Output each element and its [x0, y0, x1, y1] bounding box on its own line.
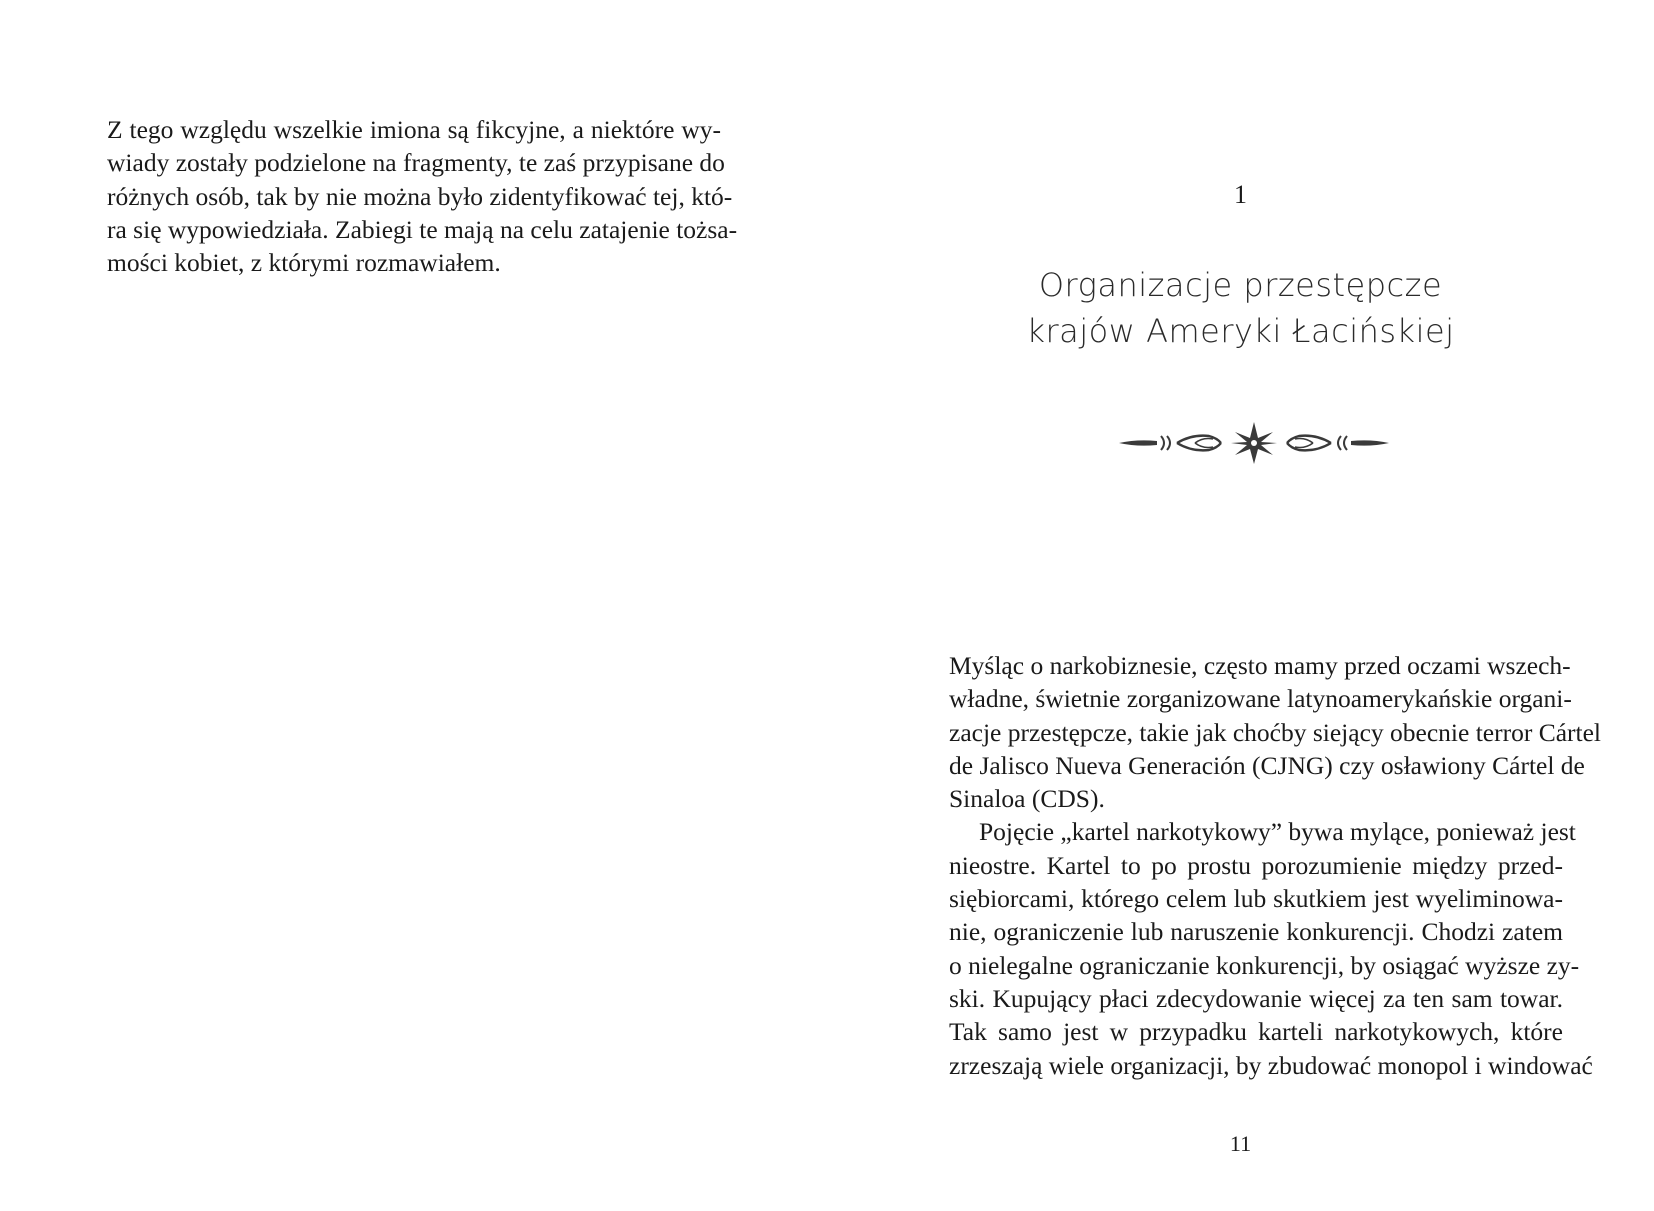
chapter-body [949, 649, 1602, 1082]
text-line: Myśląc o narkobiznesie, często mamy przed oczami wszech- [949, 651, 1571, 680]
text-line: różnych osób, tak by nie można było zidentyfikować tej, któ- [107, 181, 733, 211]
chapter-number: 1 [1234, 180, 1247, 209]
text-line: Sinaloa (CDS). [949, 784, 1105, 814]
right-page [827, 0, 1654, 1211]
text-line: ski. Kupujący płaci zdecydowanie więcej za ten sam towar. [949, 983, 1563, 1013]
chapter-title-line: krajów Ameryki Łacińskiej [1026, 312, 1455, 350]
text-line: mości kobiet, z którymi rozmawiałem. [107, 248, 501, 278]
text-line: Z tego względu wszelkie imiona są fikcyjne, a niektóre wy- [107, 115, 721, 144]
text-line: władne, świetnie zorganizowane latynoamerykańskie organi- [949, 684, 1572, 714]
text-line: ra się wypowiedziała. Zabiegi te mają na celu zatajenie tożsa- [107, 214, 738, 244]
text-line: wiady zostały podzielone na fragmenty, te zaś przypisane do [107, 148, 725, 178]
text-line: zacje przestępcze, takie jak choćby siejący obecnie terror Cártel [949, 717, 1602, 747]
text-line: o nielegalne ograniczanie konkurencji, by osiągać wyższe zy- [949, 950, 1580, 980]
chapter-title-line: Organizacje przestępcze [1038, 266, 1443, 304]
text-line: nie, ograniczenie lub naruszenie konkurencji. Chodzi zatem [949, 917, 1563, 947]
chapter-title [827, 262, 1654, 354]
text-line: Tak samo jest w przypadku karteli narkotykowych, które [949, 1017, 1563, 1047]
left-page-paragraph [107, 113, 738, 279]
text-line: zrzeszają wiele organizacji, by zbudować monopol i windować [949, 1050, 1593, 1080]
text-line: Pojęcie „kartel narkotykowy” bywa mylące, ponieważ jest [979, 817, 1576, 847]
text-line: nieostre. Kartel to po prostu porozumienie między przed- [949, 850, 1563, 880]
text-line: siębiorcami, którego celem lub skutkiem jest wyeliminowa- [949, 884, 1563, 914]
page-number: 11 [1229, 1131, 1252, 1156]
decorative-flourish-icon [1117, 420, 1391, 466]
text-line: de Jalisco Nueva Generación (CJNG) czy osławiony Cártel de [949, 750, 1585, 780]
